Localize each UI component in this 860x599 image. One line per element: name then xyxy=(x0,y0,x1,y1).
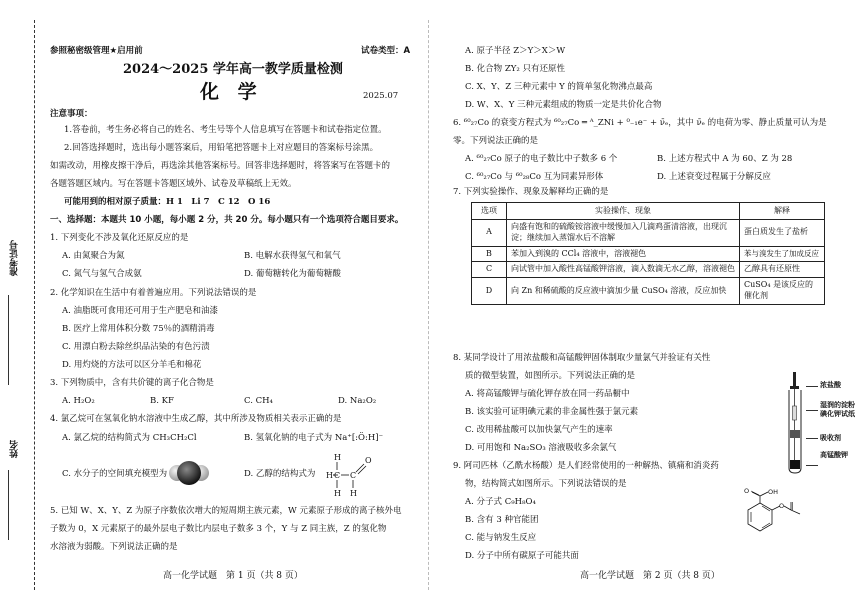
aspirin-structure-diagram xyxy=(728,488,812,540)
question-6-option-c: C. ⁶⁰₂₇Co 与 ⁶⁰₂₈Co 互为同素异形体 xyxy=(465,172,604,182)
page-2-footer: 高一化学试题 第 2 页（共 8 页） xyxy=(580,571,720,581)
table-header-cell: 实验操作、现象 xyxy=(507,203,740,220)
water-space-filling-model xyxy=(168,460,210,486)
question-2-option-a: A. 油脂既可食用还可用于生产肥皂和油漆 xyxy=(62,306,219,316)
question-7-stem: 7. 下列实验操作、现象及解释均正确的是 xyxy=(453,187,609,197)
svg-text:O: O xyxy=(365,456,372,465)
question-6-option-a: A. ⁶⁰₂₇Co 原子的电子数比中子数多 6 个 xyxy=(465,154,618,164)
question-3-option-b: B. KF xyxy=(150,396,174,406)
question-9-line: 物，结构简式如图所示。下列说法错误的是 xyxy=(465,479,627,489)
table-header-cell: 选项 xyxy=(472,203,507,220)
structure-atom-label: O xyxy=(744,488,750,495)
question-4-option-a: A. 氯乙烷的结构简式为 CH₃CH₂Cl xyxy=(62,433,197,443)
question-8-option-c: C. 改用稀盐酸可以加快氯气产生的速率 xyxy=(465,425,613,435)
table-header-cell: 解释 xyxy=(740,203,825,220)
question-9-option-c: C. 能与钠发生反应 xyxy=(465,533,537,543)
question-3-stem: 3. 下列物质中，含有共价键的离子化合物是 xyxy=(50,378,214,388)
question-2-option-c: C. 用漂白粉去除丝织品沾染的有色污渍 xyxy=(62,342,210,352)
question-5-line: 水溶液为弱酸。下列说法正确的是 xyxy=(50,542,178,552)
table-row xyxy=(472,278,825,305)
question-5-line: 子数为 0，X 元素原子的最外层电子数比内层电子数多 3 个，Y 与 Z 同主族，Z 的氢化物 xyxy=(50,524,387,534)
secret-label: 参照秘密级管理★启用前 xyxy=(50,46,143,56)
note-line: 1.答卷前，考生务必将自己的姓名、考生号等个人信息填写在答题卡和试卷指定位置。 xyxy=(64,125,387,135)
name-underline xyxy=(8,470,9,540)
question-1-option-a: A. 由氮聚合为氮 xyxy=(62,251,125,261)
svg-text:H: H xyxy=(350,489,357,498)
label-pointer xyxy=(806,465,818,466)
note-line: 各题答题区域内。写在答题卡答题区域外、试卷及草稿纸上无效。 xyxy=(50,179,297,189)
question-6-line: 零。下列说法正确的是 xyxy=(453,136,539,146)
table-cell: 向试管中加入酸性高锰酸钾溶液，滴入数滴无水乙醇，溶液褪色 xyxy=(507,262,740,278)
svg-text:C: C xyxy=(350,471,357,480)
question-5-option-a: A. 原子半径 Z＞Y＞X＞W xyxy=(465,46,566,56)
question-1-option-b: B. 电解水获得氢气和氧气 xyxy=(244,251,341,261)
apparatus-label: 浓盐酸 xyxy=(820,380,841,389)
question-3-option-d: D. Na₂O₂ xyxy=(338,396,377,406)
apparatus-label: 湿润的淀粉 xyxy=(820,400,855,409)
table-cell: A xyxy=(472,220,507,247)
label-pointer xyxy=(806,410,818,411)
question-4-option-b: B. 氢氧化钠的电子式为 Na⁺[:Ö:H]⁻ xyxy=(244,433,384,443)
section-one-heading: 一、选择题：本题共 10 小题，每小题 2 分，共 20 分。每小题只有一个选项符合题目要求。 xyxy=(50,215,404,225)
label-pointer xyxy=(806,438,818,439)
apparatus-label: 高锰酸钾 xyxy=(820,450,848,459)
paper-type: 试卷类型：A xyxy=(361,46,411,56)
structure-atom-label: O xyxy=(779,502,785,510)
question-9-option-b: B. 含有 3 种官能团 xyxy=(465,515,539,525)
question-8-line: 8. 某同学设计了用浓盐酸和高锰酸钾固体制取少量氯气并验证有关性 xyxy=(453,353,711,363)
question-8-option-b: B. 该实验可证明碘元素的非金属性强于氯元素 xyxy=(465,407,639,417)
binding-dashed-line xyxy=(34,20,35,590)
exam-date: 2025.07 xyxy=(363,91,399,101)
exam-id-underline xyxy=(8,295,9,385)
table-cell: 向盛有饱和的硫酸铵溶液中缓慢加入几滴鸡蛋清溶液，出现沉淀；继续加入蒸馏水后不溶解 xyxy=(507,220,740,247)
question-6-option-d: D. 上述衰变过程属于分解反应 xyxy=(657,172,771,182)
page-1-footer: 高一化学试题 第 1 页（共 8 页） xyxy=(163,571,303,581)
table-row xyxy=(472,246,825,262)
question-8-option-a: A. 将高锰酸钾与硫化钾存放在同一药品橱中 xyxy=(465,389,630,399)
apparatus-label: 碘化钾试纸 xyxy=(820,409,855,418)
question-1-option-c: C. 氮气与氢气合成氨 xyxy=(62,269,142,279)
question-9-line: 9. 阿司匹林（乙酰水杨酸）是人们经常使用的一种解热、镇痛和消炎药 xyxy=(453,461,719,471)
table-header-row xyxy=(472,203,825,220)
table-row xyxy=(472,262,825,278)
page-divider xyxy=(428,20,429,590)
svg-text:H: H xyxy=(334,489,341,498)
table-cell: 苯加入到溴的 CCl₄ 溶液中，溶液褪色 xyxy=(507,246,740,262)
table-cell: B xyxy=(472,246,507,262)
table-cell: 向 Zn 和稀硫酸的反应液中滴加少量 CuSO₄ 溶液，反应加快 xyxy=(507,278,740,305)
atomic-mass-line: 可能用到的相对原子质量：H 1 Li 7 C 12 O 16 xyxy=(64,197,271,207)
apparatus-label: 吸收剂 xyxy=(820,433,841,442)
question-1-stem: 1. 下列变化不涉及氧化还原反应的是 xyxy=(50,233,189,243)
question-5-option-b: B. 化合物 ZY₂ 只有还原性 xyxy=(465,64,565,74)
question-6-line: 6. ⁶⁰₂₇Co 的衰变方程式为 ⁶⁰₂₇Co ═ ᴬ_ZNi + ⁰₋₁e⁻ + ν̄ₑ，其中 ν̄ₑ 的电荷为零、静止质量可认为是 xyxy=(453,118,827,128)
svg-text:C: C xyxy=(334,471,341,480)
question-2-option-d: D. 用灼烧的方法可以区分羊毛和棉花 xyxy=(62,360,202,370)
question-4-option-c: C. 水分子的空间填充模型为 xyxy=(62,469,168,479)
question-8-line: 质的微型装置，如图所示。下列说法正确的是 xyxy=(465,371,636,381)
notes-title: 注意事项： xyxy=(50,109,93,119)
ethanol-structural-formula xyxy=(326,452,396,498)
table-cell: CuSO₄ 是该反应的催化剂 xyxy=(740,278,825,305)
label-pointer xyxy=(806,386,818,387)
question-7-table xyxy=(471,202,825,305)
main-title: 2024～2025 学年高一教学质量检测 xyxy=(123,62,343,77)
question-4-stem: 4. 氯乙烷可在氢氧化钠水溶液中生成乙醇，其中所涉及物质相关表示正确的是 xyxy=(50,414,342,424)
structure-atom-label: OH xyxy=(768,488,779,496)
table-cell: C xyxy=(472,262,507,278)
exam-id-label: 准考证号 xyxy=(10,240,20,276)
question-5-option-c: C. X、Y、Z 三种元素中 Y 的简单氢化物沸点最高 xyxy=(465,82,653,92)
note-line: 如需改动，用橡皮擦干净后，再选涂其他答案标号。回答非选择题时，将答案写在答题卡的 xyxy=(50,161,391,171)
question-5-option-d: D. W、X、Y 三种元素组成的物质一定是共价化合物 xyxy=(465,100,662,110)
chlorine-apparatus-diagram xyxy=(786,372,804,474)
question-5-line: 5. 已知 W、X、Y、Z 为原子序数依次增大的短周期主族元素，W 元素原子形成的离子核外电 xyxy=(50,506,402,516)
question-2-stem: 2. 化学知识在生活中有着普遍应用。下列说法错误的是 xyxy=(50,288,257,298)
question-8-option-d: D. 可用饱和 Na₂SO₃ 溶液吸收多余氯气 xyxy=(465,443,617,453)
question-3-option-c: C. CH₄ xyxy=(244,396,273,406)
question-2-option-b: B. 医疗上常用体积分数 75％的酒精消毒 xyxy=(62,324,215,334)
question-1-option-d: D. 葡萄糖转化为葡萄糖酸 xyxy=(244,269,341,279)
question-3-option-a: A. H₂O₂ xyxy=(62,396,95,406)
table-cell: 蛋白质发生了盐析 xyxy=(740,220,825,247)
table-cell: 苯与溴发生了加成反应 xyxy=(740,246,825,262)
question-9-option-a: A. 分子式 C₉H₈O₄ xyxy=(465,497,536,507)
subject-title: 化 学 xyxy=(200,81,263,103)
table-cell: 乙醇具有还原性 xyxy=(740,262,825,278)
svg-text:H: H xyxy=(326,471,333,480)
table-cell: D xyxy=(472,278,507,305)
note-line: 2.回答选择题时，选出每小题答案后，用铅笔把答题卡上对应题目的答案标号涂黑。 xyxy=(64,143,379,153)
name-label: 姓名 xyxy=(10,440,20,458)
question-9-option-d: D. 分子中所有碳原子可能共面 xyxy=(465,551,579,561)
question-6-option-b: B. 上述方程式中 A 为 60、Z 为 28 xyxy=(657,154,793,164)
question-4-option-d: D. 乙醇的结构式为 xyxy=(244,469,316,479)
table-row xyxy=(472,220,825,247)
svg-text:H: H xyxy=(334,453,341,462)
